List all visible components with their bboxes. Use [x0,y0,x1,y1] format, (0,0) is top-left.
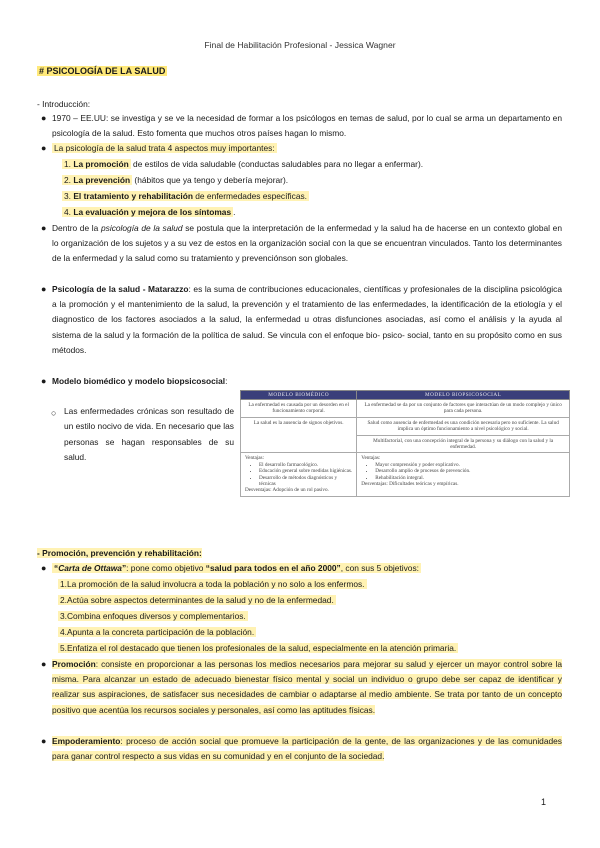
table-cell: La salud es la ausencia de signos objetivos. [241,417,357,453]
bullet-icon: ● [41,376,47,386]
table-cell: La enfermedad es causada por un desorden en el funcionamiento corporal. [241,400,357,418]
intro-bullet-3: Dentro de la psicología de la salud se postula que la interpretación de la enfermedad y la salud ha de hacerse en un contexto global en lo organización de los sujetos y a su vez de estos en la organización social con la que se encuentran vinculados. Tanto los determinantes de la enfermedad y la salud como su tratamiento y prevenciónson son globales. [52,223,562,264]
page-number: 1 [541,797,547,807]
table-header: MODELO BIOMÉDICO [241,391,357,400]
objective-item: 2.Actúa sobre aspectos determinantes de la salud y no de la enfermedad. [60,595,334,605]
table-cell: Multifactorial, con una concepción integral de la persona y su diálogo con la salud y la enfermedad. [357,435,570,453]
aspect-item: 1. La promoción de estilos de vida saludable (conductas saludables para no llegar a enfermar). [64,159,424,169]
intro-bullet-5: Modelo biomédico y modelo biopsicosocial: [52,376,228,386]
promotion-bullet: Promoción: consiste en proporcionar a las personas los medios necesarios para mejorar su salud y ejercer un mayor control sobre la misma. Para alcanzar un estado de adecuado bienestar físico mental y social un individuo o grupo debe ser capaz de identificar y realizar sus aspiraciones, de satisfacer sus necesidades de cambiar o adaptarse al medio ambiente. Se trata por tanto de un concepto positivo que acentúa los recursos sociales y personales, así como las aptitudes físicas. [52,659,562,715]
intro-bullet-4: Psicología de la salud - Matarazzo: es la suma de contribuciones educacionales, científicas y profesionales de la disciplina psicológica a la promoción y el mantenimiento de la salud, la prevención y el tratamiento de las enfermedades, la identificación de la etiología y el diagnostico de los factores asociados a la salud, la enfermedad u otras disfunciones asociadas, así como el análisis y la ayuda al sistema de la salud y la formación de la política de salud. Se vincula con el enfoque bio- psico- social, tanto en su propósito como en sus métodos. [52,284,562,355]
aspect-item: 2. La prevención (hábitos que ya tengo y debería mejorar). [64,175,289,185]
chronic-illness-text: Las enfermedades crónicas son resultado de un estilo nocivo de vida. En necesario que las personas se hagan responsables de su salud. [64,406,234,463]
intro-bullet-1: 1970 – EE.UU: se investiga y se ve la necesidad de formar a los psicólogos en temas de salud, por lo cual se arma un departamento en psicología de la salud. Esto fomenta que muchos otros países hagan lo mismo. [52,113,562,139]
aspect-item: 4. La evaluación y mejora de los síntomas . [64,207,236,217]
bullet-icon: ● [41,143,47,153]
table-cell: Ventajas: • El desarrollo farmacológico. • Educación general sobre medidas higiénicas. • Desarrollo de métodos diagnósticos y técnicas Desventajas: Adopción de un rol pasivo. [241,453,357,496]
intro-bullet-2 [52,141,277,156]
bullet-icon: ● [41,659,47,669]
objective-item: 4.Apunta a la concreta participación de la población. [60,627,255,637]
table-cell: La enfermedad se da por un conjunto de factores que interactúan de un modo complejo y único para cada persona. [357,400,570,418]
bullet-icon: ● [41,736,47,746]
ottawa-bullet: “Carta de Ottawa”: pone como objetivo “salud para todos en el año 2000”, con sus 5 objetivos: [54,563,419,573]
aspect-item: 3. El tratamiento y rehabilitación de enfermedades específicas. [64,191,307,201]
intro-heading: - Introducción: [37,99,91,109]
circle-bullet-icon: ○ [51,408,57,418]
bullet-icon: ● [41,563,47,573]
bullet-icon: ● [41,284,47,294]
bullet-icon: ● [41,223,47,233]
page-header: Final de Habilitación Profesional - Jessica Wagner [204,40,396,50]
models-comparison-table [240,390,570,497]
aspects-intro: La psicología de la salud trata 4 aspectos muy importantes: [54,143,275,153]
section-title: # PSICOLOGÍA DE LA SALUD [39,66,166,76]
objective-item: 1.La promoción de la salud involucra a toda la población y no solo a los enfermos. [60,579,365,589]
objective-item: 5.Enfatiza el rol destacado que tienen los profesionales de la salud, especialmente en la atención primaria. [60,643,457,653]
table-cell: Salud como ausencia de enfermedad es una condición necesaria pero no suficiente. La salud implica un óptimo funcionamiento a nivel psicológico y social. [357,417,570,435]
table-header: MODELO BIOPSICOSOCIAL [357,391,570,400]
bullet-icon: ● [41,113,47,123]
table-cell: Ventajas: • Mayor comprensión y poder explicativo. • Desarrollo amplio de procesos de prevención. • Rehabilitación integral. Desventajas: Dificultades teóricas y empíricas. [357,453,570,496]
section2-heading: - Promoción, prevención y rehabilitación: [37,548,202,558]
objective-item: 3.Combina enfoques diversos y complementarios. [60,611,246,621]
empowerment-bullet: Empoderamiento: proceso de acción social que promueve la participación de la gente, de las organizaciones y de las comunidades para ganar control respecto a sus vidas en su comunidad y en el conjunto de la sociedad. [52,736,562,762]
